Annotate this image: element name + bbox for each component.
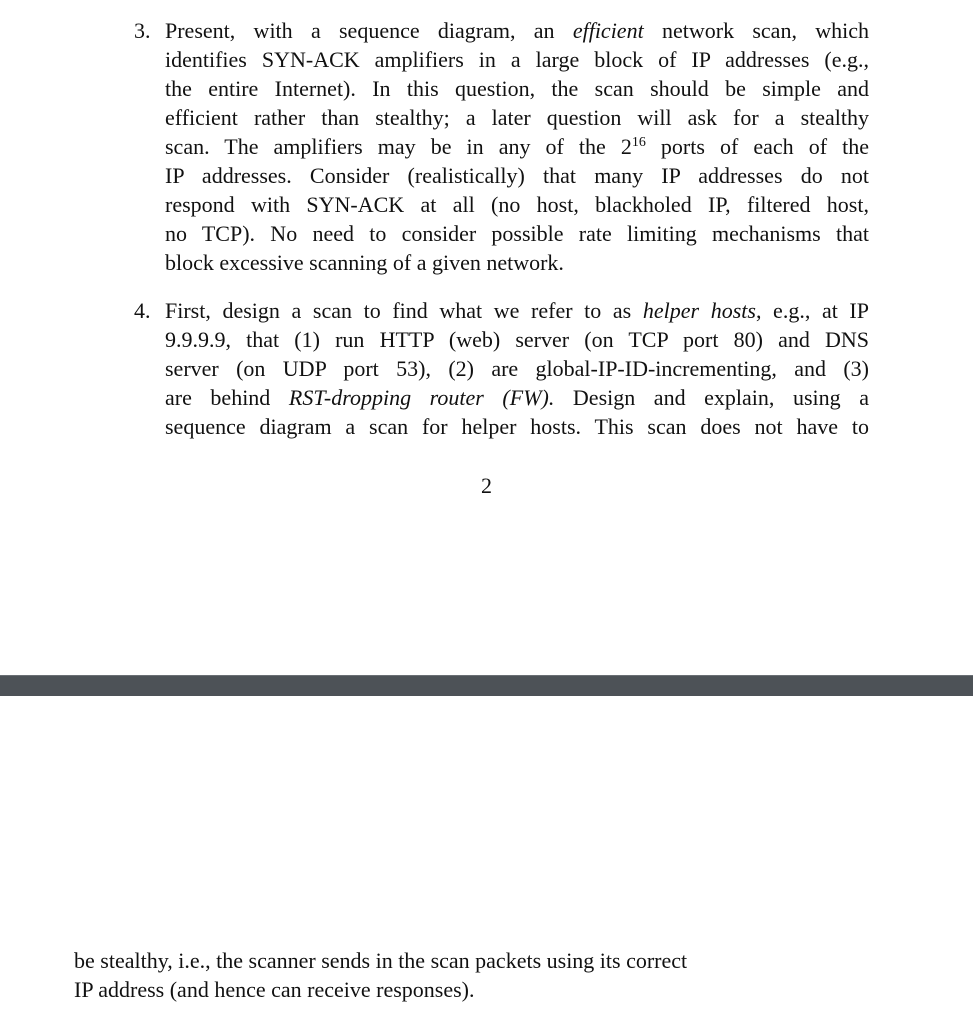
text-line (165, 296, 869, 325)
text-span: network scan, which (643, 18, 869, 43)
text-span: Present, with a sequence diagram, an (165, 18, 573, 43)
text-line: identifies SYN-ACK amplifiers in a large block of IP addresses (e.g., (165, 47, 869, 72)
page-separator (0, 675, 973, 696)
page-number: 2 (481, 473, 492, 498)
text-span: are behind (165, 385, 289, 410)
text-line (165, 16, 869, 45)
continuation-paragraph (74, 946, 687, 1004)
text-line: IP addresses. Consider (realistically) that many IP addresses do not (165, 163, 869, 188)
text-line (165, 383, 869, 412)
text-span: Design and explain, using a (554, 385, 869, 410)
text-line: respond with SYN-ACK at all (no host, blackholed IP, filtered host, (165, 192, 869, 217)
text-line: 9.9.9.9, that (1) run HTTP (web) server (on TCP port 80) and DNS (165, 327, 869, 352)
text-line: efficient rather than stealthy; a later question will ask for a stealthy (165, 105, 869, 130)
text-span: First, design a scan to find what we refer to as (165, 298, 643, 323)
text-line: no TCP). No need to consider possible rate limiting mechanisms that (165, 221, 869, 246)
list-item-number: 4. (134, 298, 151, 323)
emphasis-text: helper hosts (642, 298, 756, 323)
emphasis-text: efficient (572, 18, 644, 43)
text-line: sequence diagram a scan for helper hosts. This scan does not have to (165, 414, 869, 439)
text-span: ports of each of the (645, 134, 870, 159)
list-item-number: 3. (134, 18, 151, 43)
superscript-exponent: 16 (631, 135, 646, 150)
list-item-4 (134, 296, 869, 441)
list-item-3 (134, 16, 869, 277)
text-span: , e.g., at IP (755, 298, 869, 323)
text-line: the entire Internet). In this question, the scan should be simple and (165, 76, 869, 101)
text-line: server (on UDP port 53), (2) are global-IP-ID-incrementing, and (3) (165, 356, 869, 381)
text-line (165, 132, 869, 161)
text-line: IP address (and hence can receive responses). (74, 977, 475, 1002)
emphasis-text: RST-dropping router (FW). (288, 385, 555, 410)
text-line: be stealthy, i.e., the scanner sends in the scan packets using its correct (74, 948, 688, 973)
text-line: block excessive scanning of a given network. (165, 250, 564, 275)
text-span: scan. The amplifiers may be in any of the 2 (165, 134, 632, 159)
